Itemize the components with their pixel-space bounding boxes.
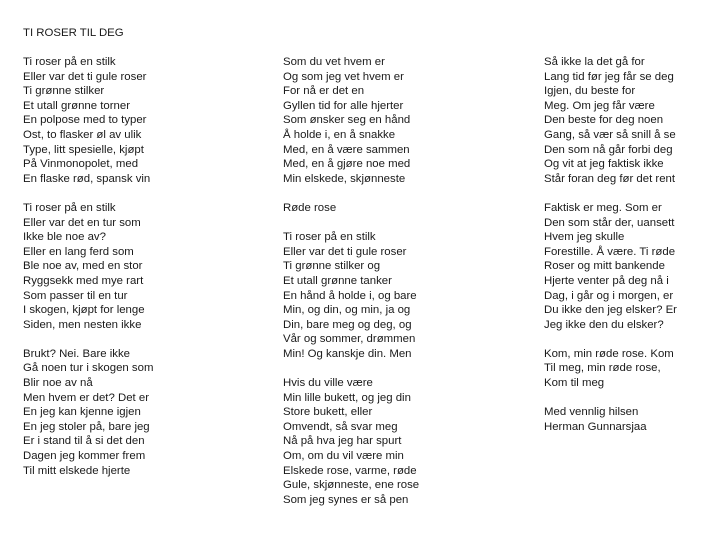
poem-line: Så ikke la det gå for: [544, 56, 645, 68]
poem-line: Og som jeg vet hvem er: [283, 70, 404, 83]
poem-line: Med, en å være sammen: [283, 143, 410, 156]
stanza: [544, 55, 677, 186]
poem-line: Jeg ikke den du elsker?: [544, 318, 664, 331]
poem-line: Elskede rose, varme, røde: [283, 464, 417, 477]
poem-line: Ti roser på en stilk: [283, 231, 376, 244]
poem-line: Din, bare meg og deg, og: [283, 318, 412, 331]
poem-line: Min, og din, og min, ja og: [283, 304, 411, 317]
poem-line: Gyllen tid for alle hjerter: [283, 99, 404, 112]
poem-line: Eller var det ti gule roser: [23, 70, 147, 83]
poem-line: Ost, to flasker øl av ulik: [23, 128, 142, 141]
poem-line: Røde rose: [283, 201, 337, 214]
poem-line: Ble noe av, med en stor: [23, 260, 143, 273]
poem-line: Står foran deg før det rent: [544, 172, 676, 185]
poem-line: Ti roser på en stilk: [23, 201, 116, 214]
poem-line: Ti roser på en stilk: [23, 56, 116, 68]
poem-line: Et utall grønne tanker: [283, 274, 392, 287]
poem-line: Med, en å gjøre noe med: [283, 158, 411, 171]
poem-line: Ryggsekk med mye rart: [23, 274, 144, 287]
poem-line: Siden, men nesten ikke: [23, 318, 142, 331]
poem-line: En jeg stoler på, bare jeg: [23, 420, 150, 433]
stanza: [283, 55, 419, 186]
poem-line: Eller var det en tur som: [23, 216, 141, 229]
poem-line: For nå er det en: [283, 85, 365, 98]
poem-line: Du ikke den jeg elsker? Er: [544, 304, 677, 317]
poem-line: Er i stand til å si det den: [23, 435, 145, 448]
poem-line: Nå på hva jeg har spurt: [283, 435, 402, 448]
stanza: [23, 347, 153, 478]
poem-line: Kom til meg: [544, 377, 605, 390]
poem-line: Omvendt, så svar meg: [283, 420, 398, 433]
poem-line: Den beste for deg noen: [544, 114, 664, 127]
stanza: [544, 201, 677, 332]
poem-line: Kom, min røde rose. Kom: [544, 347, 674, 360]
poem-line: Hvem jeg skulle: [544, 231, 625, 244]
poem-line: Til meg, min røde rose,: [544, 362, 661, 375]
stanza: [283, 201, 419, 216]
poem-line: Igjen, du beste for: [544, 85, 636, 98]
poem-column-1: [23, 55, 153, 493]
poem-line: Hjerte venter på deg nå i: [544, 274, 669, 287]
poem-line: Eller en lang ferd som: [23, 245, 134, 258]
poem-line: Dag, i går og i morgen, er: [544, 289, 674, 302]
poem-line: I skogen, kjøpt for lenge: [23, 304, 145, 317]
poem-line: Som ønsker seg en hånd: [283, 114, 411, 127]
poem-line: Min elskede, skjønneste: [283, 172, 406, 185]
poem-line: Eller var det ti gule roser: [283, 245, 407, 258]
poem-line: Som du vet hvem er: [283, 56, 385, 68]
poem-line: Men hvem er det? Det er: [23, 391, 149, 404]
stanza: [544, 347, 677, 391]
poem-line: Som jeg synes er så pen: [283, 493, 409, 506]
poem-line: Forestille. Å være. Ti røde: [544, 245, 676, 258]
poem-line: En hånd å holde i, og bare: [283, 289, 417, 302]
poem-line: Å holde i, en å snakke: [283, 128, 396, 141]
poem-title: TI ROSER TIL DEG: [23, 27, 124, 39]
poem-line: Min! Og kanskje din. Men: [283, 347, 412, 360]
poem-line: Vår og sommer, drømmen: [283, 333, 416, 346]
poem-line: Store bukett, eller: [283, 406, 373, 419]
poem-line: Gå noen tur i skogen som: [23, 362, 154, 375]
poem-line: Hvis du ville være: [283, 377, 373, 390]
stanza: [544, 405, 677, 434]
poem-line: En jeg kan kjenne igjen: [23, 406, 141, 419]
poem-line: Blir noe av nå: [23, 377, 93, 390]
poem-column-3: [544, 55, 677, 449]
stanza: [283, 230, 419, 361]
poem-line: Brukt? Nei. Bare ikke: [23, 347, 130, 360]
poem-line: Roser og mitt bankende: [544, 260, 665, 273]
poem-line: Ikke ble noe av?: [23, 231, 106, 244]
poem-line: Type, litt spesielle, kjøpt: [23, 143, 144, 156]
poem-column-2: [283, 55, 419, 522]
poem-line: Gule, skjønneste, ene rose: [283, 479, 420, 492]
poem-line: Den som nå går forbi deg: [544, 143, 673, 156]
poem-line: Til mitt elskede hjerte: [23, 464, 131, 477]
poem-line: Gang, så vær så snill å se: [544, 128, 676, 141]
poem-line: Meg. Om jeg får være: [544, 99, 655, 112]
poem-line: Dagen jeg kommer frem: [23, 450, 146, 463]
poem-line: Om, om du vil være min: [283, 450, 404, 463]
poem-line: En flaske rød, spansk vin: [23, 172, 151, 185]
poem-line: Den som står der, uansett: [544, 216, 675, 229]
stanza: [23, 55, 153, 186]
poem-line: På Vinmonopolet, med: [23, 158, 139, 171]
poem-line: Faktisk er meg. Som er: [544, 201, 662, 214]
poem-line: En polpose med to typer: [23, 114, 147, 127]
poem-line: Ti grønne stilker: [23, 85, 105, 98]
poem-line: Et utall grønne torner: [23, 99, 130, 112]
poem-line: Med vennlig hilsen: [544, 406, 639, 419]
stanza: [283, 376, 419, 507]
poem-line: Som passer til en tur: [23, 289, 128, 302]
poem-line: Herman Gunnarsjaa: [544, 420, 647, 433]
poem-line: Min lille bukett, og jeg din: [283, 391, 411, 404]
poem-line: Og vit at jeg faktisk ikke: [544, 158, 664, 171]
poem-line: Lang tid før jeg får se deg: [544, 70, 674, 83]
stanza: [23, 201, 153, 332]
poem-line: Ti grønne stilker og: [283, 260, 381, 273]
